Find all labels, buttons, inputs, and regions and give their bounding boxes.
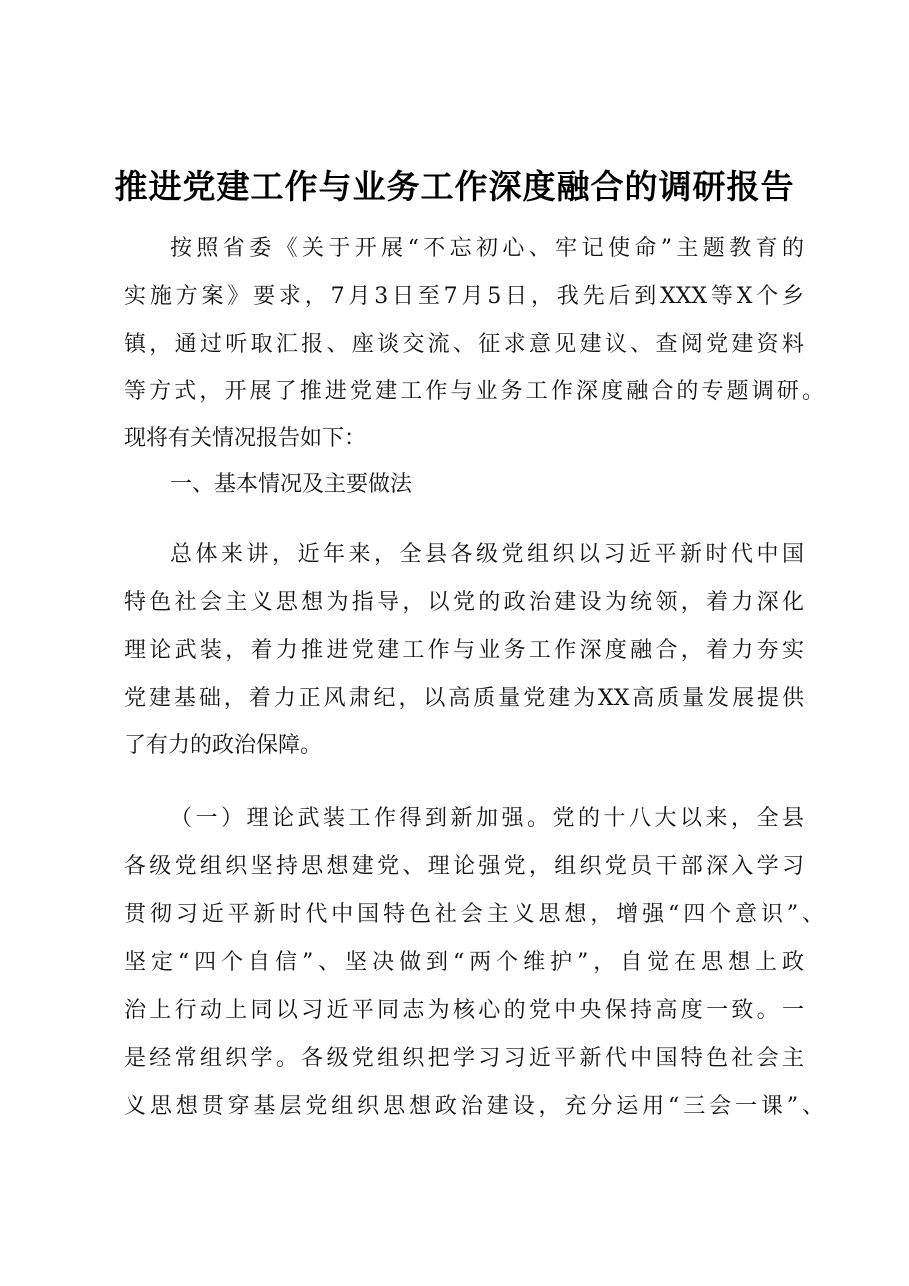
body-line: 治上行动上同以习近平同志为核心的党中央保持高度一致。一: [124, 998, 804, 1023]
body-line: 按照省委《关于开展“不忘初心、牢记使命”主题教育的: [170, 236, 804, 261]
body-line: 等方式，开展了推进党建工作与业务工作深度融合的专题调研。: [124, 379, 824, 404]
body-line: 理论武装，着力推进党建工作与业务工作深度融合，着力夯实: [124, 638, 804, 663]
body-line: 了有力的政治保障。: [124, 733, 323, 758]
body-line: 实施方案》要求，7月3日至7月5日，我先后到XXX等X个乡: [124, 284, 804, 309]
body-line: 是经常组织学。各级党组织把学习习近平新代中国特色社会主: [124, 1046, 804, 1071]
body-line: 特色社会主义思想为指导，以党的政治建设为统领，着力深化: [124, 590, 804, 615]
body-line: 义思想贯穿基层党组织思想政治建设，充分运用“三会一课”、: [124, 1094, 824, 1119]
body-line: 党建基础，着力正风肃纪，以高质量党建为XX高质量发展提供: [124, 686, 804, 711]
body-line: 各级党组织坚持思想建党、理论强党，组织党员干部深入学习: [124, 854, 804, 879]
body-line: 总体来讲，近年来，全县各级党组织以习近平新时代中国: [170, 542, 804, 567]
body-line: 坚定“四个自信”、坚决做到“两个维护”，自觉在思想上政: [124, 950, 804, 975]
document-title: 推进党建工作与业务工作深度融合的调研报告: [114, 167, 795, 206]
section-heading: 一、基本情况及主要做法: [170, 472, 413, 497]
body-line: 镇，通过听取汇报、座谈交流、征求意见建议、查阅党建资料: [124, 332, 804, 357]
body-line: 贯彻习近平新时代中国特色社会主义思想，增强“四个意识”、: [124, 902, 824, 927]
body-line: 现将有关情况报告如下：: [124, 426, 367, 451]
body-line: （一）理论武装工作得到新加强。党的十八大以来，全县: [170, 806, 804, 831]
